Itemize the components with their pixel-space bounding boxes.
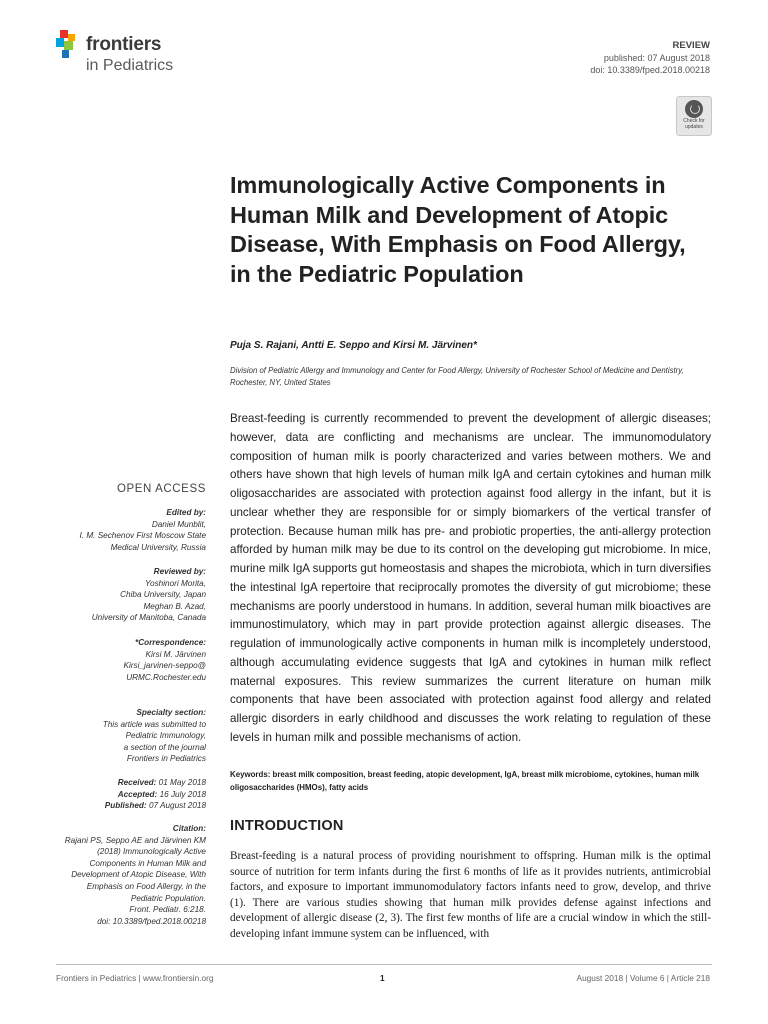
citation-line: (2018) Immunologically Active xyxy=(97,847,206,857)
badge-line-1: Check for xyxy=(683,118,705,124)
citation-line: Pediatric Population. xyxy=(130,893,206,903)
logo-square-orange xyxy=(68,34,75,41)
article-title: Immunologically Active Components in Human Milk and Development of Atopic Disease, With Emphasis on Food Allergy, in the Pediatric Population xyxy=(230,172,686,287)
citation-block xyxy=(56,823,206,927)
doi[interactable]: doi: 10.3389/fped.2018.00218 xyxy=(590,65,710,75)
article-meta xyxy=(590,40,710,76)
authors: Puja S. Rajani, Antti E. Seppo and Kirsi M. Järvinen* xyxy=(230,340,477,351)
article-type: REVIEW xyxy=(672,40,710,51)
accepted-label: Accepted: xyxy=(117,789,158,799)
citation-line: Rajani PS, Seppo AE and Järvinen KM xyxy=(64,835,206,845)
accepted-date: 16 July 2018 xyxy=(159,789,206,799)
reviewed-by-label: Reviewed by: xyxy=(153,567,206,576)
editor-line: I. M. Sechenov First Moscow State xyxy=(79,531,206,541)
citation-doi[interactable]: doi: 10.3389/fped.2018.00218 xyxy=(97,916,206,926)
citation-line: Development of Atopic Disease, With xyxy=(71,870,206,880)
open-access-label: OPEN ACCESS xyxy=(116,483,206,495)
citation-line: Components in Human Milk and xyxy=(89,858,206,868)
check-for-updates-badge[interactable] xyxy=(676,96,712,136)
specialty-block xyxy=(56,707,206,765)
received-row xyxy=(56,777,206,789)
edited-by-block xyxy=(56,507,206,553)
abstract: Breast-feeding is currently recommended to prevent the development of allergic diseases; however, data are conflicting and mechanisms are unclear. The immunomodulatory composition of human milk is poorly characterized and varies between mothers. We and others have shown that high levels of human milk IgA and certain cytokines and human milk oligosaccharides are associated with protection against food allergy in the infant, but it is unclear whether they are responsible for or simply biomarkers of the vertical transfer of protection. Because human milk has pre- and probiotic properties, the anti-allergy protection afforded by human milk may be due to its control on the developing gut microbiome. In mice, murine milk IgA supports gut homeostasis and shapes the microbiota, which in turn diversifies the intestinal IgA repertoire that reciprocally promotes the diversity of gut microbiome; these mechanisms are poorly understood in humans. In addition, several human milk bioactives are immunostimulatory, which may in part provide protection against allergic diseases. The regulation of immunologically active components in human milk is incompletely understood, although accumulating evidence suggests that IgA and cytokines in human milk reflect maternal exposures. This review summarizes the current literature on human milk components that have been associated with protection against food allergy and related allergic disorders in early childhood and discusses the work relating to regulation of these levels in human milk and possible mechanisms of action. xyxy=(230,412,711,744)
reviewer-line: Meghan B. Azad, xyxy=(143,601,206,611)
footer-issue-info: August 2018 | Volume 6 | Article 218 xyxy=(576,973,710,983)
frontiers-logo-icon xyxy=(56,30,82,60)
accepted-row xyxy=(56,789,206,801)
citation-line: Front. Pediatr. 6:218. xyxy=(129,905,206,915)
published-date-side: 07 August 2018 xyxy=(148,801,206,811)
editor-line: Medical University, Russia xyxy=(110,542,206,552)
specialty-line: a section of the journal xyxy=(123,742,206,752)
journal-name: in Pediatrics xyxy=(86,57,174,74)
correspondence-block xyxy=(56,637,206,683)
correspondence-email[interactable]: URMC.Rochester.edu xyxy=(126,672,206,682)
reviewed-by-block xyxy=(56,566,206,624)
introduction-text: Breast-feeding is a natural process of providing nourishment to offspring. Human milk is the optimal source of nutrition for term infants during the first 6 months of life as it provides nutrients, antimicrobial factors, and exposure to important immunomodulatory factors infants need to grow, develop, and thrive (1). There are various studies showing that human milk provides defense against infections and development of allergic disease (2, 3). The first few months of life are a crucial window in which the still-developing infant immune system can be influenced, with xyxy=(230,850,711,940)
logo-square-green xyxy=(64,41,73,50)
affiliation: Division of Pediatric Allergy and Immunology and Center for Food Allergy, University of Rochester School of Medicine and Dentistry, Rochester, NY, United States xyxy=(230,366,684,387)
logo-square-darkblue xyxy=(62,50,69,58)
citation-label: Citation: xyxy=(172,824,206,833)
correspondence-line: Kirsi M. Järvinen xyxy=(145,649,206,659)
reviewer-line: Yoshinori Morita, xyxy=(145,578,206,588)
logo-square-red xyxy=(60,30,68,38)
citation-line: Emphasis on Food Allergy, in the xyxy=(86,881,206,891)
section-heading-introduction: INTRODUCTION xyxy=(230,818,344,834)
keywords: Keywords: breast milk composition, breast feeding, atopic development, IgA, breast milk microbiome, cytokines, human milk oligosaccharides (HMOs), fatty acids xyxy=(230,770,700,792)
published-date: published: 07 August 2018 xyxy=(603,53,710,63)
footer-journal-link[interactable]: Frontiers in Pediatrics | www.frontiersin.org xyxy=(56,973,214,983)
editor-line: Daniel Munblit, xyxy=(151,519,206,529)
published-label: Published: xyxy=(104,801,147,811)
specialty-label: Specialty section: xyxy=(136,708,206,717)
journal-brand: frontiers xyxy=(86,34,162,55)
page-number: 1 xyxy=(380,973,385,983)
logo-square-blue xyxy=(56,38,64,47)
received-label: Received: xyxy=(117,778,157,787)
check-updates-icon xyxy=(685,100,703,118)
correspondence-label: *Correspondence: xyxy=(135,638,206,647)
received-date: 01 May 2018 xyxy=(158,778,206,787)
edited-by-label: Edited by: xyxy=(166,508,206,517)
specialty-line: Frontiers in Pediatrics xyxy=(126,754,206,764)
correspondence-email[interactable]: Kirsi_jarvinen-seppo@ xyxy=(123,661,206,671)
dates-block xyxy=(56,777,206,812)
specialty-line: Pediatric Immunology, xyxy=(125,731,206,741)
reviewer-line: Chiba University, Japan xyxy=(120,590,206,600)
badge-line-2: updates xyxy=(685,123,703,130)
published-row xyxy=(56,800,206,812)
reviewer-line: University of Manitoba, Canada xyxy=(91,613,206,623)
specialty-line: This article was submitted to xyxy=(102,719,206,729)
footer-divider xyxy=(56,964,712,965)
